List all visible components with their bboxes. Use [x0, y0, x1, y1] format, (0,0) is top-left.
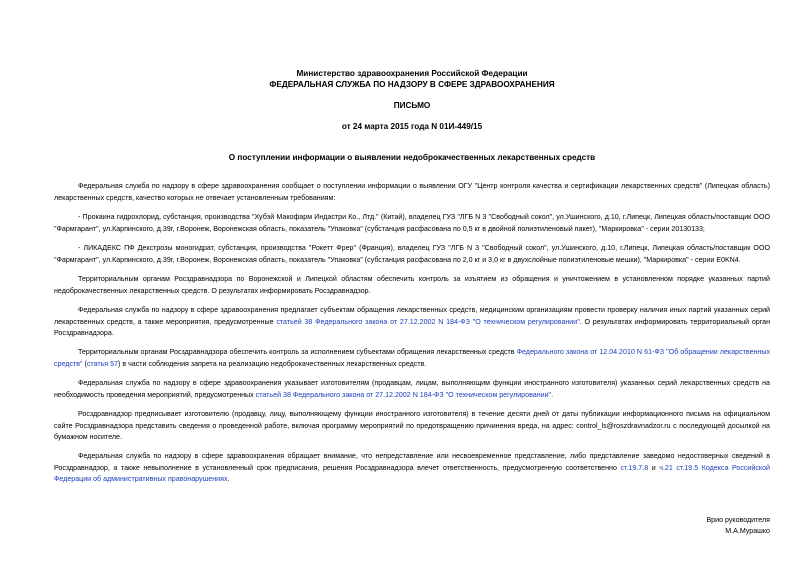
paragraph-9	[54, 451, 770, 486]
article-57-link[interactable]: статья 57	[86, 359, 119, 368]
paragraph-1: Федеральная служба по надзору в сфере здравоохранения сообщает о поступлении информации о выявлении ОГУ "Центр контроля качества и сертификации лекарственных средств" (Липецкая область) лекарственных средств, качество которых не отвечает установленным требованиям:	[54, 182, 770, 202]
law-61-link[interactable]: Федерального закона от 12.04.2010 N 61-ФЗ "Об обращении лекарственных средств"	[54, 348, 770, 368]
paragraph-7	[54, 378, 770, 401]
paragraph-2: - Прокаина гидрохлорид, субстанция, производства "Хубэй Макофарм Индастри Ко., Лтд." (Китай), владелец ГУЗ "ЛГБ N 3 "Свободный сокол", ул.Ушинского, д.10, г.Липецк, Липецкая область/поставщик ООО "Фармгарант", ул.Карпинского, д.39г, г.Воронеж, Воронежская область, показатель "Упаковка" (субстанция расфасована по 0,5 кг в двойной полиэтиленовый пакет), "Маркировка" - серии 20130133;	[54, 213, 770, 233]
document-type: ПИСЬМО	[393, 101, 431, 110]
paragraph-7-text-b: .	[551, 390, 554, 399]
document-date-number: от 24 марта 2015 года N 01И-449/15	[341, 122, 483, 131]
paragraph-6-text-a: Территориальным органам Росздравнадзора обеспечить контроль за исполнением субъектами обращения лекарственных средств	[78, 348, 517, 356]
paragraph-9-text-b: .	[227, 475, 230, 483]
law-184-article-38-link-2[interactable]: статьей 38 Федерального закона от 27.12.2002 N 184-ФЗ "О техническом регулировании"	[255, 390, 552, 399]
header-block	[54, 69, 770, 90]
law-184-article-38-link[interactable]: статьей 38 Федерального закона от 27.12.2002 N 184-ФЗ "О техническом регулировании"	[276, 317, 580, 326]
paragraph-7-text-a: Федеральная служба по надзору в сфере здравоохранения указывает изготовителям (продавцам, лицам, выполняющим функции иностранного изготовителя) указанных серий лекарственных средств на необходимость проведения мероприятий, предусмотренных	[54, 379, 770, 399]
service-name: ФЕДЕРАЛЬНАЯ СЛУЖБА ПО НАДЗОРУ В СФЕРЕ ЗДРАВООХРАНЕНИЯ	[269, 79, 555, 89]
paragraph-9-text-a: Федеральная служба по надзору в сфере здравоохранения обращает внимание, что непредставление или несвоевременное представление, либо представление заведомо недостоверных сведений в Росздравнадзор, а также невыполнение в установленный срок предписания, решения Росздравнадзора влечет ответственность, предусмотренную соответственно	[54, 452, 770, 472]
signature-block	[470, 515, 770, 537]
koap-19-5-link[interactable]: ч.21 ст.19.5 Кодекса Российской Федерации об административных правонарушениях	[54, 463, 770, 483]
paragraph-6-text-b: ) в части соблюдения запрета на реализацию недоброкачественных лекарственных средств.	[118, 359, 427, 368]
paragraph-6-text-mid: (	[82, 359, 87, 368]
document-subject: О поступлении информации о выявлении недоброкачественных лекарственных средств	[228, 153, 596, 162]
paragraph-5	[54, 305, 770, 340]
koap-19-7-8-link[interactable]: ст.19.7.8	[620, 463, 649, 472]
paragraph-5-text-a: Федеральная служба по надзору в сфере здравоохранения предлагает субъектам обращения лекарственных средств, медицинским организациям провести проверку наличия иных партий указанных серий лекарственных средств, а также мероприятия, предусмотренные	[54, 306, 770, 326]
paragraph-5-text-b: . О результатах информировать территориальный орган Росздравнадзора.	[54, 317, 771, 337]
paragraph-6	[54, 347, 770, 370]
paragraph-8: Росздравнадзор предписывает изготовителю (продавцу, лицу, выполняющему функции иностранного изготовителя) в течение десяти дней от даты публикации информационного письма на официальном сайте Росздравнадзора представить сведения о проведенной работе, включая программу мероприятий по предотвращению причинения вреда, на адрес: control_ls@roszdravnadzor.ru с последующей досылкой на бумажном носителе.	[54, 410, 770, 441]
ministry-name: Министерство здравоохранения Российской Федерации	[296, 69, 528, 78]
paragraph-9-text-mid: и	[648, 463, 660, 472]
paragraph-3: - ЛИКАДЕКС ПФ Декстрозы моногидрат, субстанция, производства "Рокетт Фрер" (Франция), владелец ГУЗ "ЛГБ N 3 "Свободный сокол", ул.Ушинского, д.10, г.Липецк, Липецкая область/поставщик ООО "Фармгарант", ул.Карпинского, д.39г, г.Воронеж, Воронежская область, показатель "Упаковка" (субстанция расфасована по 2,0 кг и 3,0 кг в двухслойные полиэтиленовые мешки), "Маркировка" - серии E0KN4.	[54, 244, 770, 264]
signatory-position: Врио руководителя	[706, 516, 770, 524]
paragraph-4: Территориальным органам Росздравнадзора по Воронежской и Липецкой областям обеспечить контроль за изъятием из обращения и уничтожением в установленном порядке указанных партий недоброкачественных лекарственных средств. О результатах информировать Росздравнадзор.	[54, 275, 770, 295]
signatory-name: М.А.Мурашко	[725, 527, 770, 535]
